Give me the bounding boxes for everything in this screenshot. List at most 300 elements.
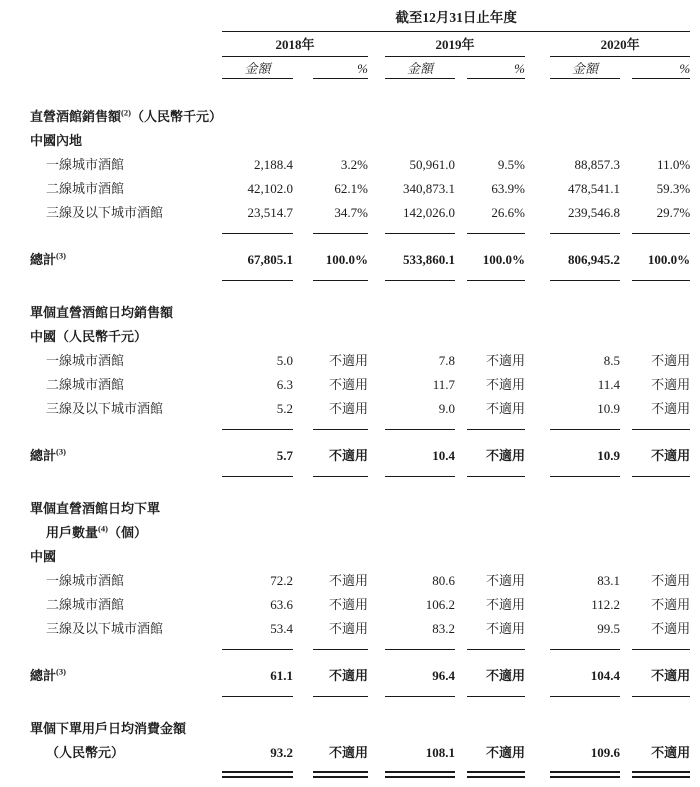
percent-2019: 不適用: [485, 621, 525, 636]
column-gap: [368, 32, 385, 57]
row-label-text: 直營酒館銷售額: [30, 109, 122, 124]
percent-2020: 不適用: [651, 448, 691, 463]
column-gap: [455, 765, 467, 778]
rule-segment: [550, 272, 620, 281]
total-row: [30, 444, 690, 468]
amount-2020: 88,857.3: [574, 157, 620, 172]
column-gap: [525, 641, 550, 650]
percent-2020: 不適用: [651, 353, 691, 368]
footnote-superscript: (3): [56, 250, 66, 261]
row-label: [30, 177, 222, 201]
rule-segment: [550, 468, 620, 477]
column-gap: [620, 57, 632, 79]
item-row: [30, 397, 690, 421]
percent-2020: 不適用: [651, 597, 691, 612]
column-gap: [455, 272, 467, 281]
rule-segment: [313, 272, 368, 281]
column-gap: [368, 444, 385, 468]
column-gap: [293, 617, 313, 641]
percent-2018: 34.7%: [334, 205, 368, 220]
column-gap: [525, 349, 550, 373]
percent-2020: 11.0%: [657, 157, 691, 172]
spacer-row: [30, 430, 690, 445]
label-spacer: [30, 641, 222, 650]
column-gap: [368, 177, 385, 201]
spacer-cell: [30, 697, 690, 718]
row-label: [30, 593, 222, 617]
item-row: [30, 177, 690, 201]
column-gap: [620, 248, 632, 272]
row-label: [30, 325, 690, 349]
spacer-cell: [30, 234, 690, 249]
footnote-superscript: (2): [121, 107, 131, 118]
amount-2019: 340,873.1: [403, 181, 455, 196]
row-label: [30, 717, 690, 741]
percent-header-2018: %: [313, 57, 368, 79]
amount-2020: 8.5: [603, 353, 620, 368]
percent-2020: 29.7%: [656, 205, 691, 220]
section-header-row: [30, 105, 690, 129]
double-rule: [222, 771, 293, 778]
row-label: [30, 248, 222, 272]
column-gap: [455, 225, 467, 234]
row-label-text: 二線城市酒館: [46, 181, 125, 196]
amount-2018: 2,188.4: [254, 157, 293, 172]
column-gap: [455, 349, 467, 373]
item-row: [30, 349, 690, 373]
spacer-cell: [30, 79, 690, 106]
amount-2019: 533,860.1: [403, 252, 455, 267]
rule-segment: [467, 225, 525, 234]
amount-2018: 67,805.1: [247, 252, 293, 267]
row-label-text: 用戶數量: [46, 525, 99, 540]
double-rule: [632, 771, 690, 778]
spacer-row: [30, 650, 690, 665]
amount-2018: 6.3: [276, 377, 293, 392]
rule-segment: [222, 765, 293, 778]
rule-segment: [632, 641, 690, 650]
column-gap: [525, 153, 550, 177]
rule-segment: [313, 765, 368, 778]
column-gap: [620, 569, 632, 593]
column-gap: [368, 201, 385, 225]
label-spacer: [30, 421, 222, 430]
column-gap: [455, 641, 467, 650]
section-header-row: [30, 497, 690, 521]
double-rule: [385, 771, 455, 778]
rule-row: [30, 641, 690, 650]
item-row: [30, 153, 690, 177]
label-spacer: [30, 688, 222, 697]
percent-2020: 不適用: [651, 573, 691, 588]
row-label-text: 單個下單用戶日均消費金額: [30, 721, 187, 736]
column-gap: [620, 641, 632, 650]
column-gap: [368, 741, 385, 765]
rule-segment: [222, 225, 293, 234]
column-gap: [293, 201, 313, 225]
amount-2018: 53.4: [270, 621, 293, 636]
rule-segment: [550, 641, 620, 650]
column-gap: [525, 444, 550, 468]
percent-2018: 62.1%: [334, 181, 368, 196]
column-gap: [525, 397, 550, 421]
rule-segment: [313, 688, 368, 697]
period-title: 截至12月31日止年度: [222, 8, 690, 32]
rule-segment: [385, 225, 455, 234]
item-row: [30, 373, 690, 397]
subcolumn-header-row: [30, 57, 690, 79]
column-gap: [620, 373, 632, 397]
double-rule-row: [30, 765, 690, 778]
rule-segment: [222, 468, 293, 477]
percent-2019: 不適用: [485, 377, 525, 392]
row-label-text: 總計: [30, 448, 57, 463]
spacer-cell: [30, 477, 690, 498]
rule-segment: [632, 421, 690, 430]
section-header-row: [30, 521, 690, 545]
percent-2019: 不適用: [485, 597, 525, 612]
column-gap: [368, 57, 385, 79]
column-gap: [368, 153, 385, 177]
rule-segment: [550, 421, 620, 430]
rule-segment: [313, 421, 368, 430]
column-gap: [455, 444, 467, 468]
rule-segment: [467, 272, 525, 281]
column-gap: [620, 765, 632, 778]
double-rule: [313, 771, 368, 778]
amount-2018: 5.0: [276, 353, 293, 368]
footnote-superscript: (3): [56, 446, 66, 457]
rule-segment: [550, 765, 620, 778]
rule-segment: [632, 765, 690, 778]
item-row: [30, 201, 690, 225]
amount-2019: 96.4: [432, 668, 455, 683]
rule-segment: [550, 688, 620, 697]
percent-2018: 3.2%: [340, 157, 368, 172]
column-gap: [293, 688, 313, 697]
column-gap: [525, 177, 550, 201]
column-gap: [455, 373, 467, 397]
row-label: [30, 569, 222, 593]
row-label-text: 三線及以下城市酒館: [46, 621, 164, 636]
percent-2020: 不適用: [651, 401, 691, 416]
double-rule: [550, 771, 620, 778]
column-gap: [620, 741, 632, 765]
amount-2020: 11.4: [597, 377, 620, 392]
column-gap: [368, 225, 385, 234]
column-gap: [293, 349, 313, 373]
amount-2020: 806,945.2: [568, 252, 620, 267]
operating-data-table: [30, 8, 690, 778]
percent-2018: 不適用: [328, 668, 368, 683]
rule-row: [30, 468, 690, 477]
section-header-row: [30, 325, 690, 349]
column-gap: [368, 468, 385, 477]
amount-2018: 61.1: [270, 668, 293, 683]
amount-2020: 109.6: [590, 745, 620, 760]
row-label: [30, 373, 222, 397]
amount-2019: 83.2: [432, 621, 455, 636]
column-gap: [525, 688, 550, 697]
row-label-suffix: （人民幣千元）: [130, 109, 222, 124]
column-gap: [293, 569, 313, 593]
spacer-row: [30, 281, 690, 302]
column-gap: [455, 397, 467, 421]
column-gap: [455, 153, 467, 177]
percent-2018: 100.0%: [325, 252, 368, 267]
amount-2018: 63.6: [270, 597, 293, 612]
amount-2020: 99.5: [597, 621, 620, 636]
column-gap: [368, 617, 385, 641]
spacer-cell: [30, 281, 690, 302]
amount-2019: 10.4: [432, 448, 455, 463]
label-spacer: [30, 32, 222, 57]
year-2019: 2019年: [385, 32, 525, 57]
column-gap: [525, 225, 550, 234]
footnote-superscript: (4): [98, 523, 108, 534]
amount-2020: 10.9: [597, 448, 620, 463]
row-label: [30, 521, 690, 545]
section-header-row: [30, 717, 690, 741]
column-gap: [368, 641, 385, 650]
amount-2019: 7.8: [438, 353, 455, 368]
year-header-row: [30, 32, 690, 57]
rule-segment: [632, 272, 690, 281]
column-gap: [620, 688, 632, 697]
row-label: [30, 129, 690, 153]
percent-2018: 不適用: [328, 573, 368, 588]
column-gap: [620, 153, 632, 177]
row-label-text: 一線城市酒館: [46, 573, 125, 588]
rule-segment: [222, 641, 293, 650]
percent-2019: 不適用: [485, 448, 525, 463]
row-label: [30, 397, 222, 421]
amount-2019: 50,961.0: [409, 157, 455, 172]
rule-segment: [632, 688, 690, 697]
percent-2019: 100.0%: [482, 252, 525, 267]
amount-2018: 23,514.7: [247, 205, 293, 220]
column-gap: [368, 373, 385, 397]
column-gap: [293, 593, 313, 617]
column-gap: [368, 349, 385, 373]
row-label-text: 中國（人民幣千元）: [30, 329, 148, 344]
column-gap: [525, 664, 550, 688]
column-gap: [368, 765, 385, 778]
column-gap: [455, 617, 467, 641]
row-label: [30, 349, 222, 373]
column-gap: [455, 593, 467, 617]
amount-2020: 239,546.8: [568, 205, 620, 220]
column-gap: [368, 397, 385, 421]
rule-segment: [385, 765, 455, 778]
percent-2018: 不適用: [328, 377, 368, 392]
column-gap: [620, 421, 632, 430]
row-label: [30, 105, 690, 129]
percent-2019: 不適用: [485, 353, 525, 368]
column-gap: [368, 569, 385, 593]
footnote-superscript: (3): [56, 666, 66, 677]
amount-2019: 106.2: [425, 597, 455, 612]
row-label-text: 三線及以下城市酒館: [46, 205, 164, 220]
row-label-text: 中國: [30, 549, 57, 564]
column-gap: [525, 373, 550, 397]
percent-2018: 不適用: [328, 621, 368, 636]
percent-header-2020: %: [632, 57, 690, 79]
year-2018: 2018年: [222, 32, 368, 57]
amount-2019: 108.1: [425, 745, 455, 760]
column-gap: [620, 593, 632, 617]
column-gap: [620, 201, 632, 225]
percent-2018: 不適用: [328, 448, 368, 463]
rule-segment: [467, 468, 525, 477]
percent-2020: 不適用: [651, 377, 691, 392]
column-gap: [368, 688, 385, 697]
column-gap: [620, 617, 632, 641]
column-gap: [620, 444, 632, 468]
percent-2019: 不適用: [485, 668, 525, 683]
row-label-text: （人民幣元）: [46, 745, 125, 760]
column-gap: [293, 373, 313, 397]
row-label-text: 一線城市酒館: [46, 157, 125, 172]
amount-header-2018: 金額: [222, 57, 293, 79]
row-label: [30, 444, 222, 468]
rule-segment: [222, 688, 293, 697]
percent-2020: 不適用: [651, 668, 691, 683]
row-label: [30, 741, 222, 765]
column-gap: [525, 248, 550, 272]
row-label: [30, 497, 690, 521]
amount-2018: 72.2: [270, 573, 293, 588]
amount-2018: 93.2: [270, 745, 293, 760]
row-label-text: 一線城市酒館: [46, 353, 125, 368]
rule-row: [30, 272, 690, 281]
column-gap: [525, 593, 550, 617]
rule-segment: [632, 468, 690, 477]
column-gap: [455, 248, 467, 272]
period-header-row: [30, 8, 690, 32]
percent-2018: 不適用: [328, 353, 368, 368]
item-row: [30, 593, 690, 617]
percent-2019: 26.6%: [491, 205, 525, 220]
column-gap: [455, 688, 467, 697]
column-gap: [293, 444, 313, 468]
percent-2020: 不適用: [651, 621, 691, 636]
spacer-cell: [30, 430, 690, 445]
section-header-row: [30, 129, 690, 153]
percent-2020: 100.0%: [647, 252, 691, 267]
column-gap: [293, 225, 313, 234]
column-gap: [620, 468, 632, 477]
spacer-row: [30, 477, 690, 498]
column-gap: [525, 617, 550, 641]
amount-2019: 9.0: [438, 401, 455, 416]
column-gap: [293, 765, 313, 778]
row-label: [30, 201, 222, 225]
rule-segment: [467, 421, 525, 430]
rule-segment: [467, 765, 525, 778]
rule-segment: [313, 225, 368, 234]
column-gap: [620, 225, 632, 234]
row-label-text: 三線及以下城市酒館: [46, 401, 164, 416]
amount-2018: 42,102.0: [247, 181, 293, 196]
column-gap: [455, 421, 467, 430]
column-gap: [293, 664, 313, 688]
section-header-row: [30, 545, 690, 569]
column-gap: [620, 349, 632, 373]
column-gap: [293, 272, 313, 281]
column-gap: [525, 421, 550, 430]
column-gap: [293, 397, 313, 421]
amount-2020: 83.1: [597, 573, 620, 588]
rule-segment: [385, 641, 455, 650]
column-gap: [525, 765, 550, 778]
amount-2020: 478,541.1: [568, 181, 620, 196]
rule-row: [30, 421, 690, 430]
column-gap: [293, 153, 313, 177]
column-gap: [293, 248, 313, 272]
spacer-row: [30, 79, 690, 106]
row-label-text: 單個直營酒館日均銷售額: [30, 305, 174, 320]
column-gap: [525, 57, 550, 79]
label-spacer: [30, 765, 222, 778]
spacer-row: [30, 697, 690, 718]
double-rule: [467, 771, 525, 778]
column-gap: [525, 201, 550, 225]
rule-segment: [385, 468, 455, 477]
column-gap: [455, 741, 467, 765]
rule-segment: [467, 641, 525, 650]
amount-2019: 80.6: [432, 573, 455, 588]
column-gap: [293, 741, 313, 765]
percent-2019: 63.9%: [491, 181, 525, 196]
percent-2019: 不適用: [485, 573, 525, 588]
label-spacer: [30, 8, 222, 32]
row-label: [30, 545, 690, 569]
rule-segment: [632, 225, 690, 234]
item-row: [30, 569, 690, 593]
rule-row: [30, 225, 690, 234]
rule-segment: [550, 225, 620, 234]
percent-header-2019: %: [467, 57, 525, 79]
percent-2020: 不適用: [651, 745, 691, 760]
column-gap: [368, 593, 385, 617]
column-gap: [293, 177, 313, 201]
label-spacer: [30, 468, 222, 477]
column-gap: [455, 177, 467, 201]
rule-segment: [222, 421, 293, 430]
amount-2019: 142,026.0: [403, 205, 455, 220]
column-gap: [293, 468, 313, 477]
column-gap: [525, 272, 550, 281]
column-gap: [525, 569, 550, 593]
section-header-row: [30, 301, 690, 325]
percent-2019: 不適用: [485, 745, 525, 760]
column-gap: [368, 272, 385, 281]
amount-header-2019: 金額: [385, 57, 455, 79]
column-gap: [620, 272, 632, 281]
amount-2020: 104.4: [590, 668, 620, 683]
row-label-text: 二線城市酒館: [46, 377, 125, 392]
column-gap: [368, 421, 385, 430]
column-gap: [368, 248, 385, 272]
rule-segment: [385, 688, 455, 697]
rule-segment: [385, 421, 455, 430]
column-gap: [525, 32, 550, 57]
column-gap: [455, 468, 467, 477]
amount-2019: 11.7: [432, 377, 455, 392]
percent-2018: 不適用: [328, 401, 368, 416]
label-spacer: [30, 225, 222, 234]
